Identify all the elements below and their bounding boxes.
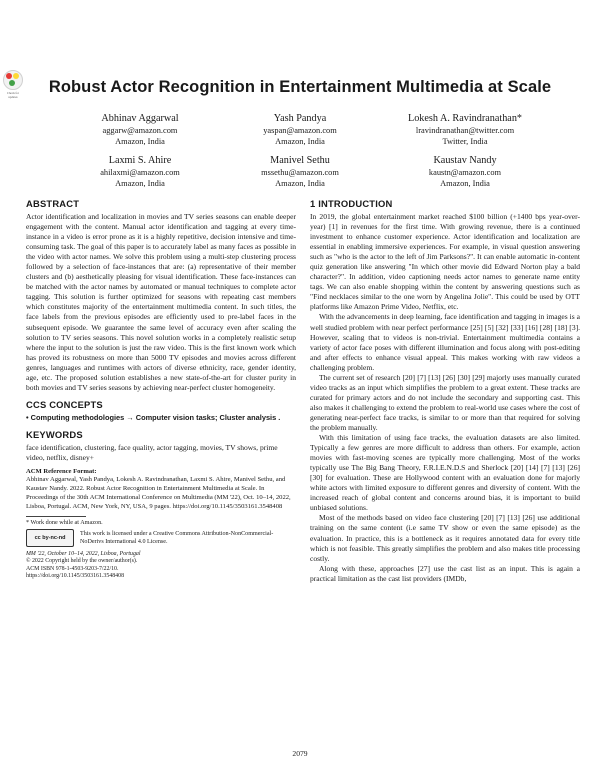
author-affiliation: Amazon, India — [115, 179, 165, 188]
badge-caption: Check for updates — [7, 91, 19, 99]
author-block — [50, 154, 230, 189]
intro-paragraph: With the advancements in deep learning, face identification and tagging in images is a well studied problem with near perfect performance [25] [5] [32] [33] [16] [28] [18] [3]. However, scaling that to videos is non-trivial. Entertainment multimedia contains a variety of actor face poses with different illumination and focus along with post-editing and after effects to enhance visual appeal. This makes working with raw videos a challenging problem. — [310, 312, 580, 372]
author-name: Abhinav Aggarwal — [101, 113, 179, 124]
left-column — [26, 198, 296, 581]
intro-paragraph: In 2019, the global entertainment market reached $100 billion (+1400 bps year-over-year) [1] in revenues for the first time. With growing revenue, there is a continued investment to enhance customer experience. Actor identification and localization are essential in enabling immersive experiences. For example, in visual question answering such as "who is the actor to the left of Jim Parksons?". It can enable automatic in-content quiz generation like answering "In which other movie did Edward Norton play a bald character?". In addition, video captioning needs actor names to generate name entity tags. We can also enable shopping within the content by answering questions such as "Find necklaces similar to the one worn by Angelina Jolie". This could be used by OTT platforms like Amazon Prime Video, Netflix, etc. — [310, 212, 580, 312]
license-text: This work is licensed under a Creative Commons Attribution-NonCommercial-NoDerivs International 4.0 License. — [80, 530, 274, 545]
author-name: Manivel Sethu — [270, 155, 330, 166]
abstract-text: Actor identification and localization in movies and TV series seasons can enable deeper engagement with the content. Manual actor identification and tagging at every time-instance in a video is error prone as it is a highly repetitive, decision intensive and time-consuming task. The goal of this paper is to accurately label as many faces as possible in the video with actor names. We solve this problem using a multi-step clustering process followed by a selection of face-instances that are: (a) representative of their member clusters and (b) aesthetically pleasing for visual identification. These face-instances can be matched with the actor names by automated or manual techniques to complete actor tagging. This solution is further optimized for seasons with repeating cast members which constitutes majority of the entertainment multimedia content. In such titles, the face labels from the previous episodes are efficiently used to pre-label faces in the subsequent episode. We guarantee the same level of accuracy even after scaling the solution to TV series seasons. This novel solution works in a completely realistic setup where the input to the solution is just the raw video. This is the first known work which has proved its robustness on more than 5000 TV episodes and movies across different genres, languages and runtimes with actors of diverse ethnicity, race, gender identity, age, etc. The proposed solution establishes a new state-of-the-art for cluster purity in both movies and TV series seasons by achieving near-perfect cluster homogeneity. — [26, 212, 296, 392]
intro-paragraph: The current set of research [20] [7] [13] [26] [30] [29] majorly uses manually curated video tracks as an input which simplifies the problem to a great extent. These tracks are curated for primary actors and do not include the secondary and supporting cast. This also makes it challenging to extend the problem to real-world use cases where the cost of generating near-perfect face tracks, is similar to or more than that required for solving the problem manually. — [310, 372, 580, 432]
creative-commons-logo[interactable]: cc by-nc-nd — [26, 529, 74, 547]
isbn-line: ACM ISBN 978-1-4503-9203-7/22/10. — [26, 565, 119, 572]
copyright-line: © 2022 Copyright held by the owner/author(s). — [26, 558, 138, 565]
author-block — [375, 112, 555, 147]
author-email[interactable]: yaspan@amazon.com — [263, 126, 337, 135]
abstract-heading: ABSTRACT — [26, 198, 80, 209]
author-name: Laxmi S. Ahire — [108, 155, 172, 166]
page-number: 2079 — [292, 749, 308, 758]
author-email[interactable]: ahilaxmi@amazon.com — [100, 168, 180, 177]
intro-paragraph: With this limitation of using face tracks, the evaluation datasets are also limited. Typically a few genres are more difficult to address than others. For example, action movies with fast-moving scenes are typically more challenging. Most of the works typically use The Big Bang Theory, F.R.I.E.N.D.S and Sherlock [20] [14] [7] [13] [26] [30] for evaluation. These are Hollywood content with an evaluation done for majorly white actors with limited exposure to different genres and diversity of content. With the increased reach of global content and concerns around bias, it is important to build unbiased solutions. — [310, 433, 580, 513]
author-affiliation: Twitter, India — [442, 137, 488, 146]
conference-line: MM '22, October 10–14, 2022, Lisboa, Portugal — [26, 550, 141, 557]
author-affiliation: Amazon, India — [275, 179, 325, 188]
author-email[interactable]: lravindranathan@twitter.com — [415, 126, 515, 135]
intro-paragraph: Most of the methods based on video face clustering [20] [7] [13] [26] use additional training on the same content (i.e same TV show or even the same episode) as the evaluation. In practice, this is a bottleneck as it requires annotated data for every title which is not feasible. This greatly simplifies the problem and also makes title processing costly. — [310, 513, 580, 563]
footnote-divider — [26, 516, 86, 517]
keywords-text: face identification, clustering, face quality, actor tagging, movies, TV shows, prime video, netflix, disney+ — [26, 442, 278, 462]
footnote: * Work done while at Amazon. — [26, 518, 103, 526]
author-email[interactable]: aggarw@amazon.com — [102, 126, 178, 135]
paper-title: Robust Actor Recognition in Entertainment Multimedia at Scale — [48, 78, 552, 96]
author-block — [50, 112, 230, 147]
author-email[interactable]: mssethu@amazon.com — [261, 168, 339, 177]
author-affiliation: Amazon, India — [115, 137, 165, 146]
intro-paragraph: Along with these, approaches [27] use the cast list as an input. This is again a practical limitation as the cast list providers (IMDb, — [310, 563, 580, 583]
author-name: Kaustav Nandy — [433, 155, 497, 166]
introduction-heading: 1 INTRODUCTION — [310, 198, 393, 209]
reference-text: Abhinav Aggarwal, Yash Pandya, Lokesh A. Ravindranathan, Laxmi S. Ahire, Manivel Sethu, and Kaustav Nandy. 2022. Robust Actor Recognition in Entertainment Multimedia at Scale. In Proceedings of the 30th ACM International Conference on Multimedia (MM '22), Oct. 10–14, 2022, Lisboa, Portugal. ACM, New York, NY, USA, 9 pages. https://doi.org/10.1145/3503161.3548408 — [26, 475, 291, 510]
ccs-heading: CCS CONCEPTS — [26, 398, 103, 410]
author-affiliation: Amazon, India — [275, 137, 325, 146]
author-name: Lokesh A. Ravindranathan* — [407, 113, 523, 124]
author-block — [210, 154, 390, 189]
doi-link[interactable]: https://doi.org/10.1145/3503161.3548408 — [26, 573, 125, 580]
license-block — [26, 529, 296, 547]
publication-info — [26, 551, 296, 581]
author-name: Yash Pandya — [273, 113, 327, 124]
right-column — [310, 198, 580, 584]
ccs-text: • Computing methodologies → Computer vision tasks; Cluster analysis . — [26, 412, 281, 422]
author-block — [210, 112, 390, 147]
author-affiliation: Amazon, India — [440, 179, 490, 188]
reference-heading: ACM Reference Format: — [26, 467, 97, 475]
author-email[interactable]: kaustn@amazon.com — [428, 168, 502, 177]
keywords-heading: KEYWORDS — [26, 428, 83, 440]
author-block — [375, 154, 555, 189]
